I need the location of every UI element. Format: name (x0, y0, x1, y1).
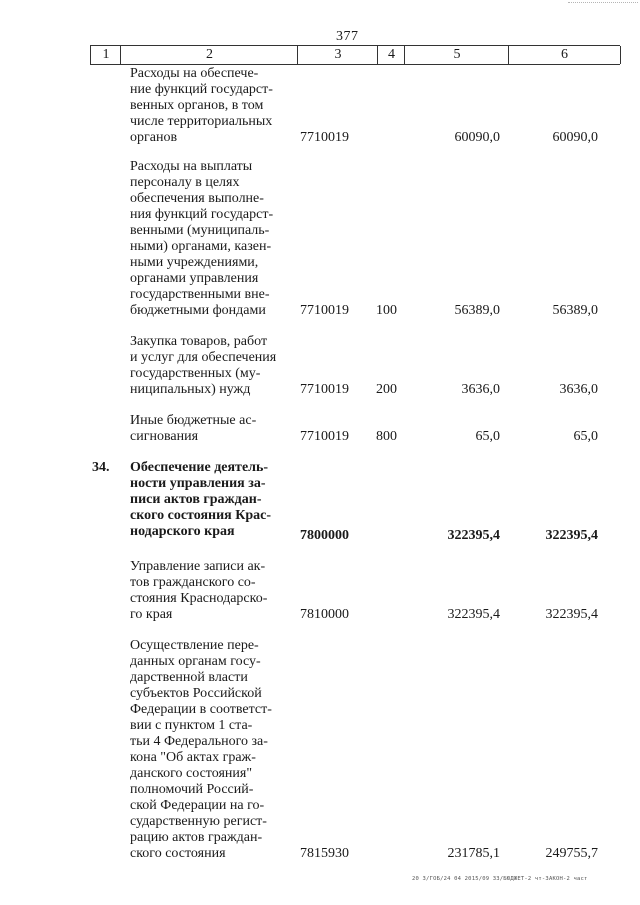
row-sum-col6: 56389,0 (552, 303, 598, 318)
row-sum-col6: 60090,0 (552, 130, 598, 145)
row-sum-col6: 65,0 (573, 429, 598, 444)
row-sum-col5: 65,0 (475, 429, 500, 444)
row-code: 7810000 (300, 607, 349, 622)
row-description: Расходы на выплаты персоналу в целях обеспечения выполне- ния функций государст- венными (муниципаль- ными) органами, казен- ными учреждениями, органами управления государственными вне- бюджетными фондами (130, 159, 274, 318)
row-sum-col6: 322395,4 (545, 528, 598, 543)
row-sum-col5: 60090,0 (454, 130, 500, 145)
row-sum-col6: 322395,4 (545, 607, 598, 622)
row-expense-type: 100 (376, 303, 397, 318)
row-sum-col5: 322395,4 (447, 528, 500, 543)
row-sum-col6: 249755,7 (545, 846, 598, 861)
row-code: 7710019 (300, 303, 349, 318)
page-number: 377 (336, 29, 359, 44)
row-description: Обеспечение деятель- ности управления за- писи актов граждан- ского состояния Крас- нодарского края (130, 460, 272, 539)
header-col-1: 1 (90, 46, 121, 64)
row-code: 7710019 (300, 429, 349, 444)
header-col-6: 6 (508, 46, 621, 64)
header-col-3: 3 (297, 46, 378, 64)
row-number: 34. (92, 460, 110, 475)
row-expense-type: 800 (376, 429, 397, 444)
scan-mark (568, 2, 638, 6)
row-sum-col5: 56389,0 (454, 303, 500, 318)
row-description: Иные бюджетные ас- сигнования (130, 413, 257, 444)
header-col-2: 2 (120, 46, 298, 64)
row-description: Расходы на обеспече- ние функций государст- венных органов, в том числе территориальных органов (130, 66, 273, 145)
row-expense-type: 200 (376, 382, 397, 397)
header-col-4: 4 (377, 46, 405, 64)
table-header (90, 45, 620, 65)
row-sum-col5: 231785,1 (447, 846, 500, 861)
row-description: Осуществление пере- данных органам госу- дарственной власти субъектов Российской Федерации в соответст- вии с пунктом 1 ста- тьи 4 Федерального за- кона "Об актах граж- данского состояния" полномочий Россий- ской Федерации на го- сударственную регист- рацию актов граждан- ского состояния (130, 638, 272, 861)
row-sum-col5: 3636,0 (461, 382, 500, 397)
row-code: 7815930 (300, 846, 349, 861)
row-description: Управление записи ак- тов гражданского со- стояния Краснодарско- го края (130, 559, 268, 622)
row-code: 7710019 (300, 382, 349, 397)
header-col-5: 5 (404, 46, 509, 64)
row-code: 7710019 (300, 130, 349, 145)
footer-print-mark: 20 3/ГОБ/24 04 2015/09 33/БЮДЖЕТ-2 чт-ЗАКОН-2 част (412, 876, 588, 882)
row-sum-col6: 3636,0 (559, 382, 598, 397)
row-description: Закупка товаров, работ и услуг для обеспечения государственных (му- ниципальных) нужд (130, 334, 277, 397)
row-code: 7800000 (300, 528, 349, 543)
row-sum-col5: 322395,4 (447, 607, 500, 622)
